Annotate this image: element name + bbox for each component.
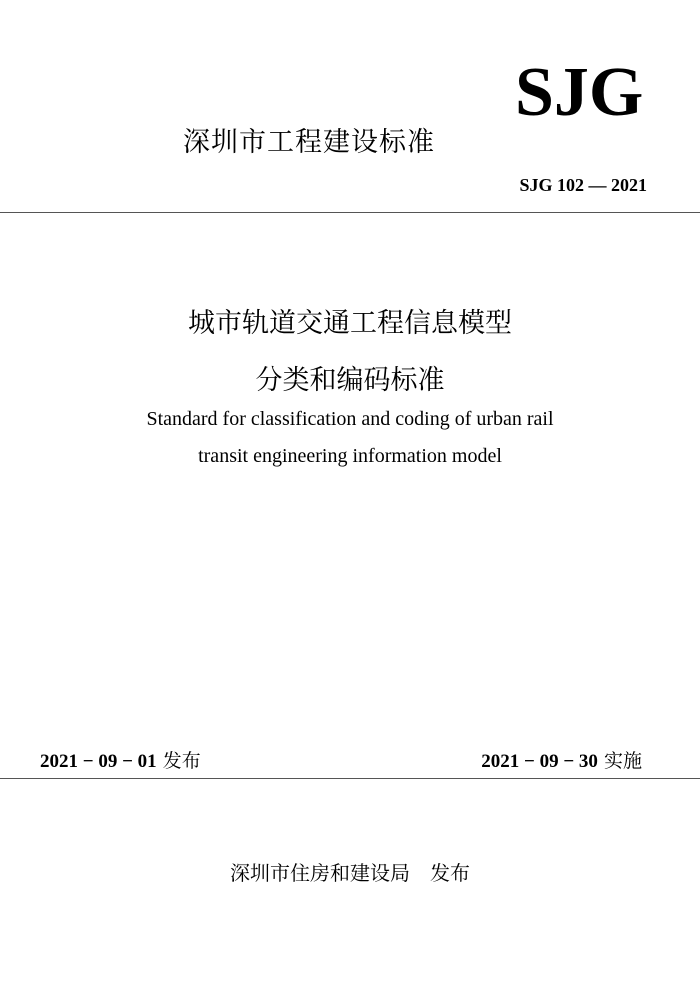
issuer-header: 深圳市工程建设标准 [183, 127, 435, 158]
implementation-date: 2021 − 09 − 30 [481, 751, 598, 772]
title-chinese-line-2: 分类和编码标准 [255, 365, 445, 396]
issue-label: 发布 [162, 750, 201, 772]
sjg-logo: SJG [515, 54, 644, 131]
title-chinese-line-1: 城市轨道交通工程信息模型 [188, 308, 512, 339]
issue-date: 2021 − 09 − 01 [40, 751, 157, 772]
standard-number: SJG 102 — 2021 [519, 175, 647, 195]
title-english-line-2: transit engineering information model [198, 445, 502, 467]
top-divider [0, 212, 700, 213]
issue-date-row [40, 746, 201, 773]
bottom-divider [0, 778, 700, 779]
title-english-line-1: Standard for classification and coding of urban rail [146, 408, 554, 430]
implementation-label: 实施 [603, 750, 642, 772]
publisher: 深圳市住房和建设局 发布 [230, 861, 470, 885]
implementation-date-row [481, 746, 642, 773]
